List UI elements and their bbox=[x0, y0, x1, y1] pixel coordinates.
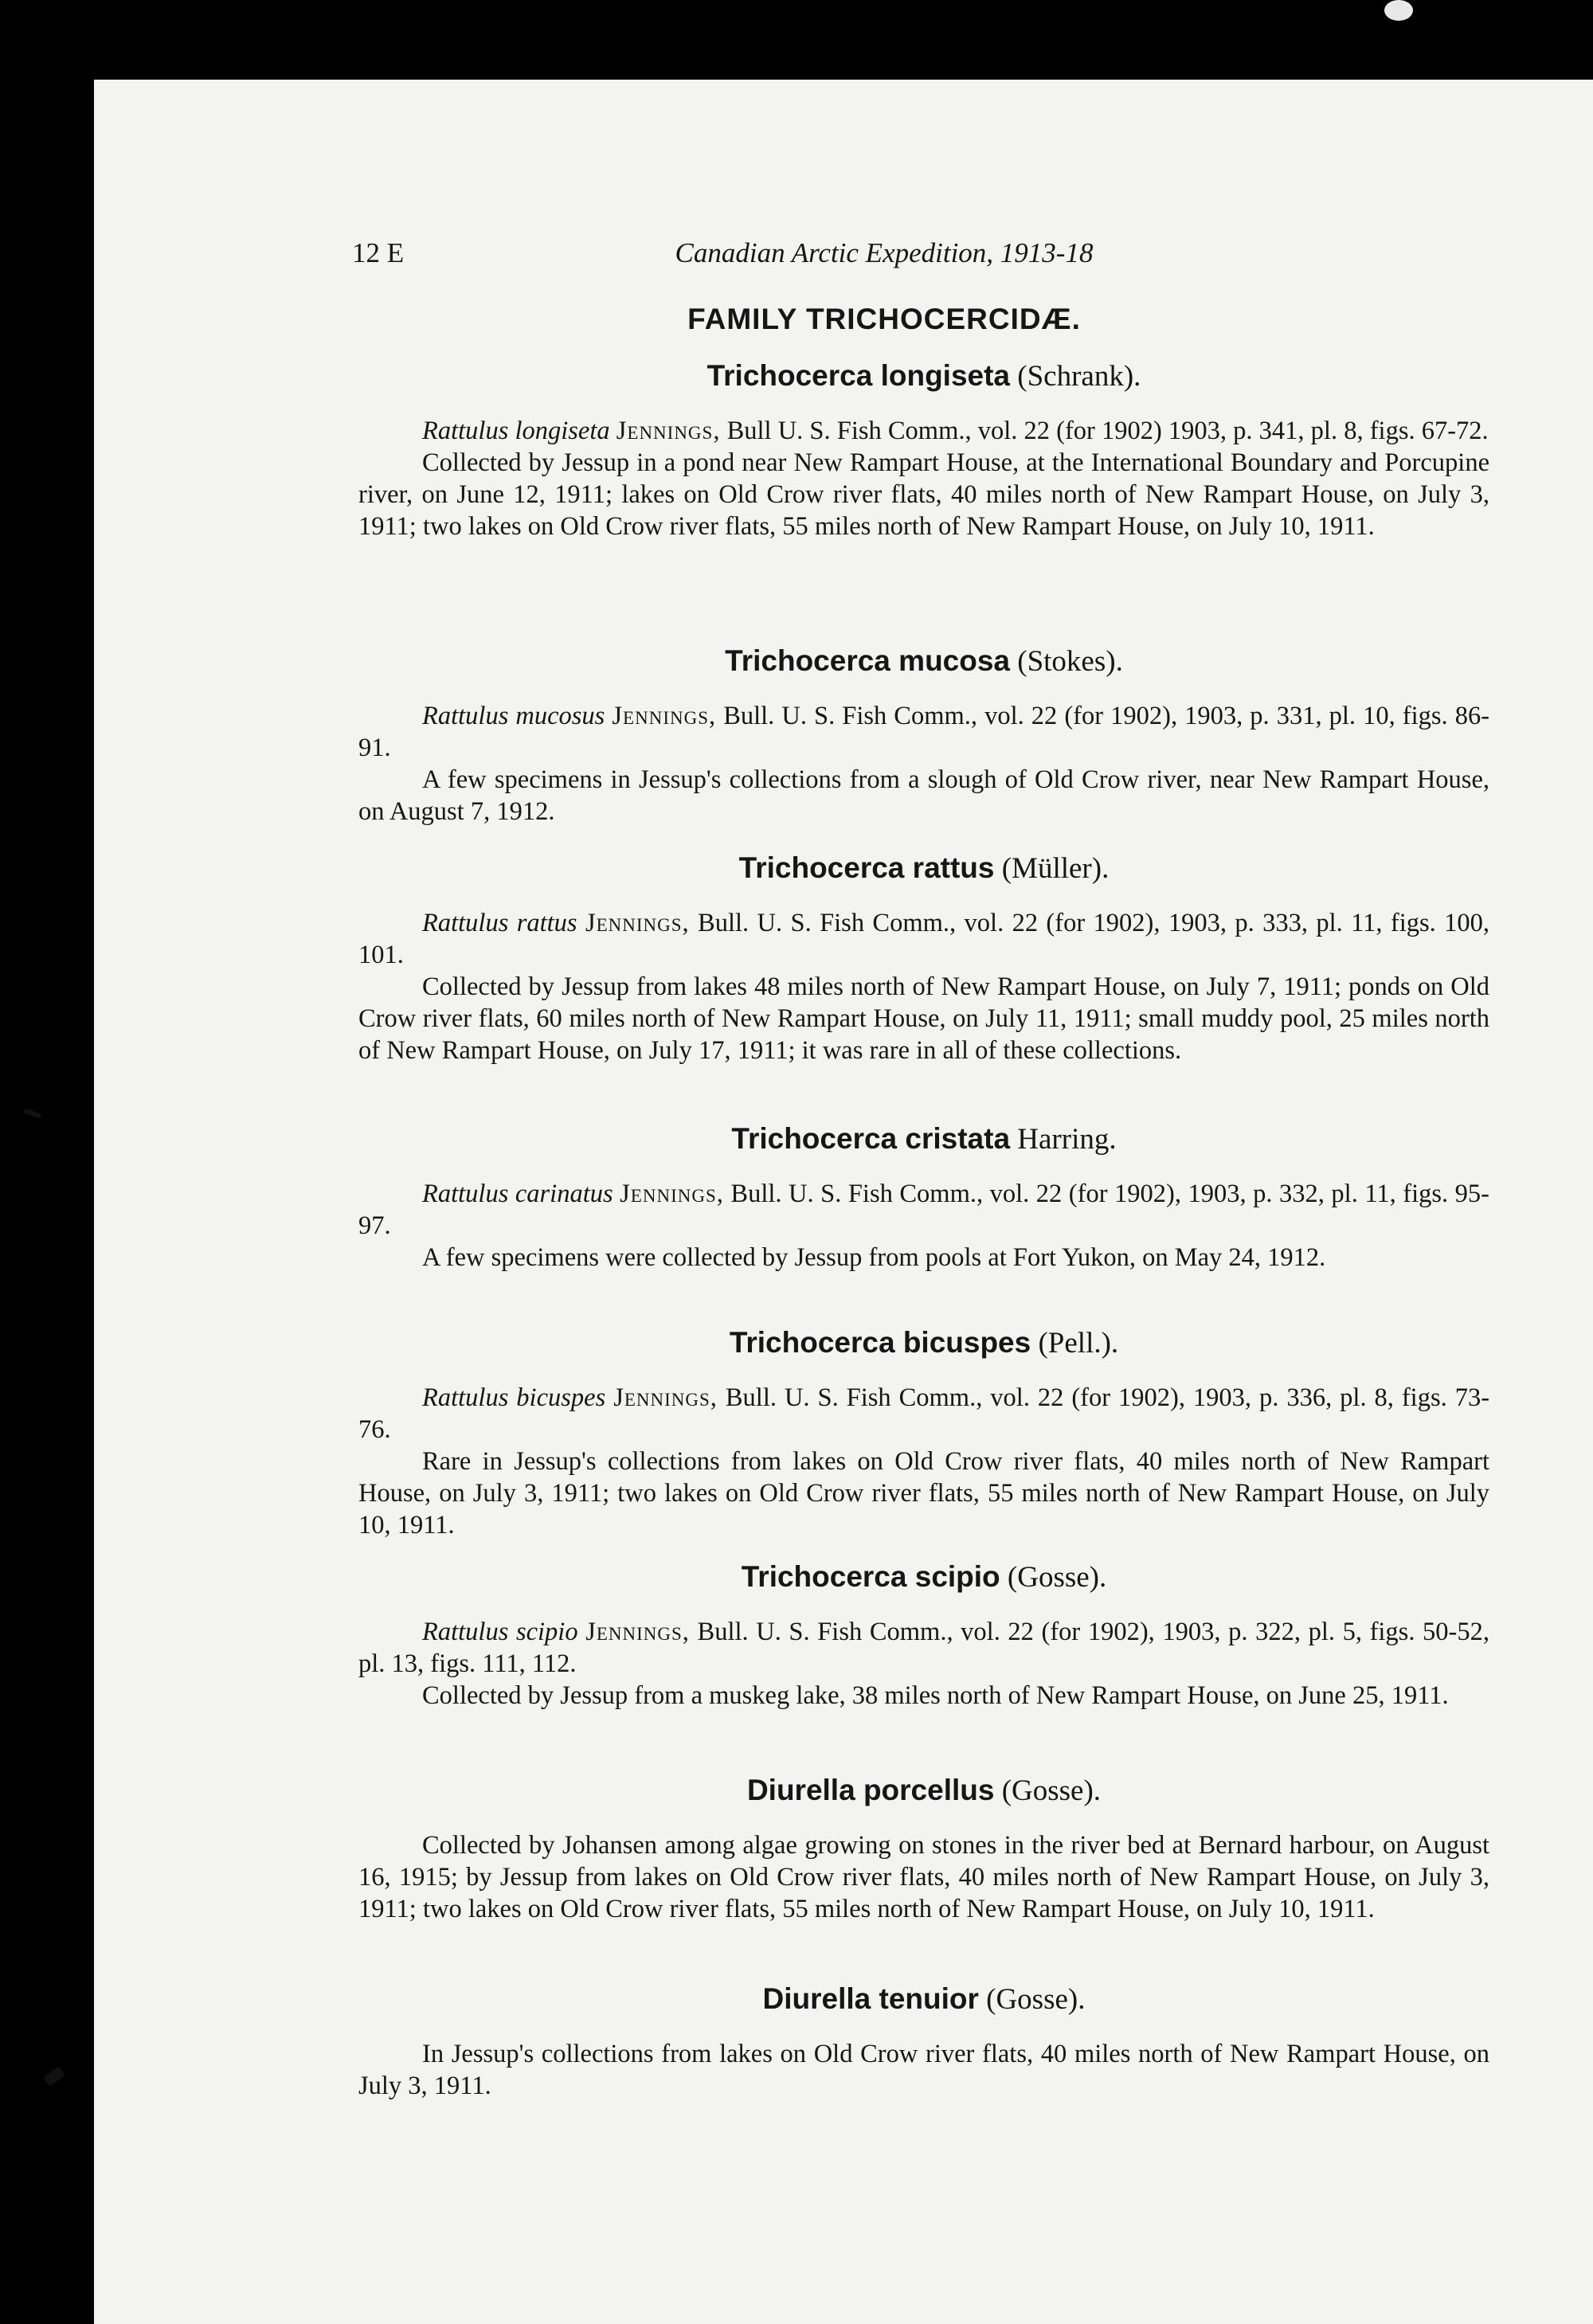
synonym-name: Rattulus longiseta bbox=[422, 417, 610, 445]
species-heading bbox=[358, 1982, 1489, 2017]
species-entry bbox=[358, 1773, 1489, 1925]
family-heading: FAMILY TRICHOCERCIDÆ. bbox=[687, 303, 1081, 335]
synonymy-paragraph bbox=[358, 1616, 1489, 1680]
scan-mark-left-pen bbox=[43, 2066, 65, 2086]
synonym-author: Jennings, bbox=[620, 1180, 724, 1208]
scan-speck-top-right bbox=[1384, 0, 1413, 21]
synonym-author: Jennings, bbox=[613, 1383, 718, 1412]
page-header bbox=[263, 237, 1505, 269]
species-authority: (Stokes). bbox=[1017, 645, 1123, 678]
species-entry bbox=[358, 358, 1489, 542]
species-entry bbox=[358, 1982, 1489, 2102]
synonym-name: Rattulus rattus bbox=[422, 909, 577, 937]
synonym-citation: Bull. U. S. Fish Comm., vol. 22 (for 1902), 1903, p. 332, pl. 11, figs. 95-97. bbox=[358, 1180, 1489, 1240]
synonymy-paragraph bbox=[358, 1382, 1489, 1446]
scan-mark-left-arrow bbox=[24, 1108, 42, 1118]
species-entry bbox=[358, 851, 1489, 1066]
synonymy-paragraph bbox=[358, 700, 1489, 764]
species-name: Trichocerca longiseta bbox=[706, 359, 1011, 392]
species-entry bbox=[358, 644, 1489, 827]
species-heading bbox=[358, 1121, 1489, 1157]
species-name: Trichocerca rattus bbox=[738, 851, 995, 884]
record-paragraph: Collected by Johansen among algae growing on stones in the river bed at Bernard harbour, on August 16, 1915; by Jessup from lakes on Old Crow river flats, 40 miles north of New Rampart House, on July 3, 1911; two lakes on Old Crow river flats, 55 miles north of New Rampart House, on July 10, 1911. bbox=[358, 1831, 1489, 1923]
species-heading bbox=[358, 358, 1489, 394]
synonym-citation: Bull. U. S. Fish Comm., vol. 22 (for 1902), 1903, p. 336, pl. 8, figs. 73-76. bbox=[358, 1383, 1490, 1444]
species-authority: (Gosse). bbox=[986, 1983, 1086, 2016]
species-authority: (Gosse). bbox=[1001, 1774, 1102, 1807]
synonym-name: Rattulus scipio bbox=[422, 1618, 578, 1646]
page-number: 12 E bbox=[352, 237, 405, 268]
species-authority: (Müller). bbox=[1001, 852, 1110, 885]
running-title: Canadian Arctic Expedition, 1913-18 bbox=[675, 237, 1094, 268]
synonym-author: Jennings, bbox=[585, 1618, 690, 1646]
record-paragraph: Collected by Jessup in a pond near New Rampart House, at the International Boundary and Porcupine river, on June 12, 1911; lakes on Old Crow river flats, 40 miles north of New Rampart House, on July 3, 1911; two lakes on Old Crow river flats, 55 miles north of New Rampart House, on July 10, 1911. bbox=[358, 448, 1489, 541]
species-name: Trichocerca mucosa bbox=[725, 644, 1010, 677]
species-name: Diurella porcellus bbox=[746, 1774, 995, 1806]
species-entry bbox=[358, 1559, 1489, 1712]
species-heading bbox=[358, 851, 1489, 886]
synonym-citation: Bull. U. S. Fish Comm., vol. 22 (for 1902), 1903, p. 333, pl. 11, figs. 100, 101. bbox=[358, 909, 1490, 969]
species-entry bbox=[358, 1325, 1489, 1541]
species-heading bbox=[358, 1559, 1489, 1595]
species-name: Trichocerca scipio bbox=[741, 1560, 1000, 1593]
species-authority: (Gosse). bbox=[1007, 1561, 1107, 1594]
species-name: Trichocerca bicuspes bbox=[729, 1326, 1031, 1359]
record-paragraph: A few specimens were collected by Jessup from pools at Fort Yukon, on May 24, 1912. bbox=[422, 1243, 1326, 1272]
record-paragraph: Rare in Jessup's collections from lakes on Old Crow river flats, 40 miles north of New Rampart House, on July 3, 1911; two lakes on Old Crow river flats, 55 miles north of New Rampart House, on July 10, 1911. bbox=[358, 1447, 1489, 1540]
synonymy-paragraph bbox=[358, 1178, 1489, 1242]
species-authority: (Schrank). bbox=[1017, 360, 1141, 393]
synonymy-paragraph bbox=[358, 415, 1489, 447]
synonym-citation: Bull. U. S. Fish Comm., vol. 22 (for 1902), 1903, p. 322, pl. 5, figs. 50-52, pl. 13, figs. 111, 112. bbox=[358, 1618, 1489, 1678]
synonym-citation: Bull U. S. Fish Comm., vol. 22 (for 1902) 1903, p. 341, pl. 8, figs. 67-72. bbox=[726, 417, 1489, 445]
species-entry bbox=[358, 1121, 1489, 1274]
species-name: Diurella tenuior bbox=[762, 1982, 979, 2015]
synonym-citation: Bull. U. S. Fish Comm., vol. 22 (for 1902), 1903, p. 331, pl. 10, figs. 86-91. bbox=[358, 702, 1490, 762]
species-authority: Harring. bbox=[1017, 1123, 1117, 1156]
synonym-author: Jennings, bbox=[585, 909, 690, 937]
synonym-author: Jennings, bbox=[612, 702, 717, 730]
record-paragraph: Collected by Jessup from lakes 48 miles north of New Rampart House, on July 7, 1911; ponds on Old Crow river flats, 60 miles north of New Rampart House, on July 11, 1911; small muddy pool, 25 miles north of New Rampart House, on July 17, 1911; it was rare in all of these collections. bbox=[358, 972, 1489, 1065]
species-authority: (Pell.). bbox=[1038, 1327, 1119, 1360]
synonym-author: Jennings, bbox=[616, 417, 721, 445]
species-heading bbox=[358, 1325, 1489, 1361]
species-heading bbox=[358, 644, 1489, 679]
synonym-name: Rattulus mucosus bbox=[422, 702, 605, 730]
record-paragraph: Collected by Jessup from a muskeg lake, 38 miles north of New Rampart House, on June 25, 1911. bbox=[422, 1681, 1449, 1710]
species-name: Trichocerca cristata bbox=[731, 1122, 1011, 1155]
record-paragraph: In Jessup's collections from lakes on Old Crow river flats, 40 miles north of New Rampart House, on July 3, 1911. bbox=[358, 2040, 1489, 2100]
record-paragraph: A few specimens in Jessup's collections from a slough of Old Crow river, near New Rampart House, on August 7, 1912. bbox=[358, 765, 1489, 826]
synonymy-paragraph bbox=[358, 907, 1489, 971]
species-heading bbox=[358, 1773, 1489, 1809]
synonym-name: Rattulus carinatus bbox=[422, 1180, 613, 1208]
synonym-name: Rattulus bicuspes bbox=[422, 1383, 606, 1412]
